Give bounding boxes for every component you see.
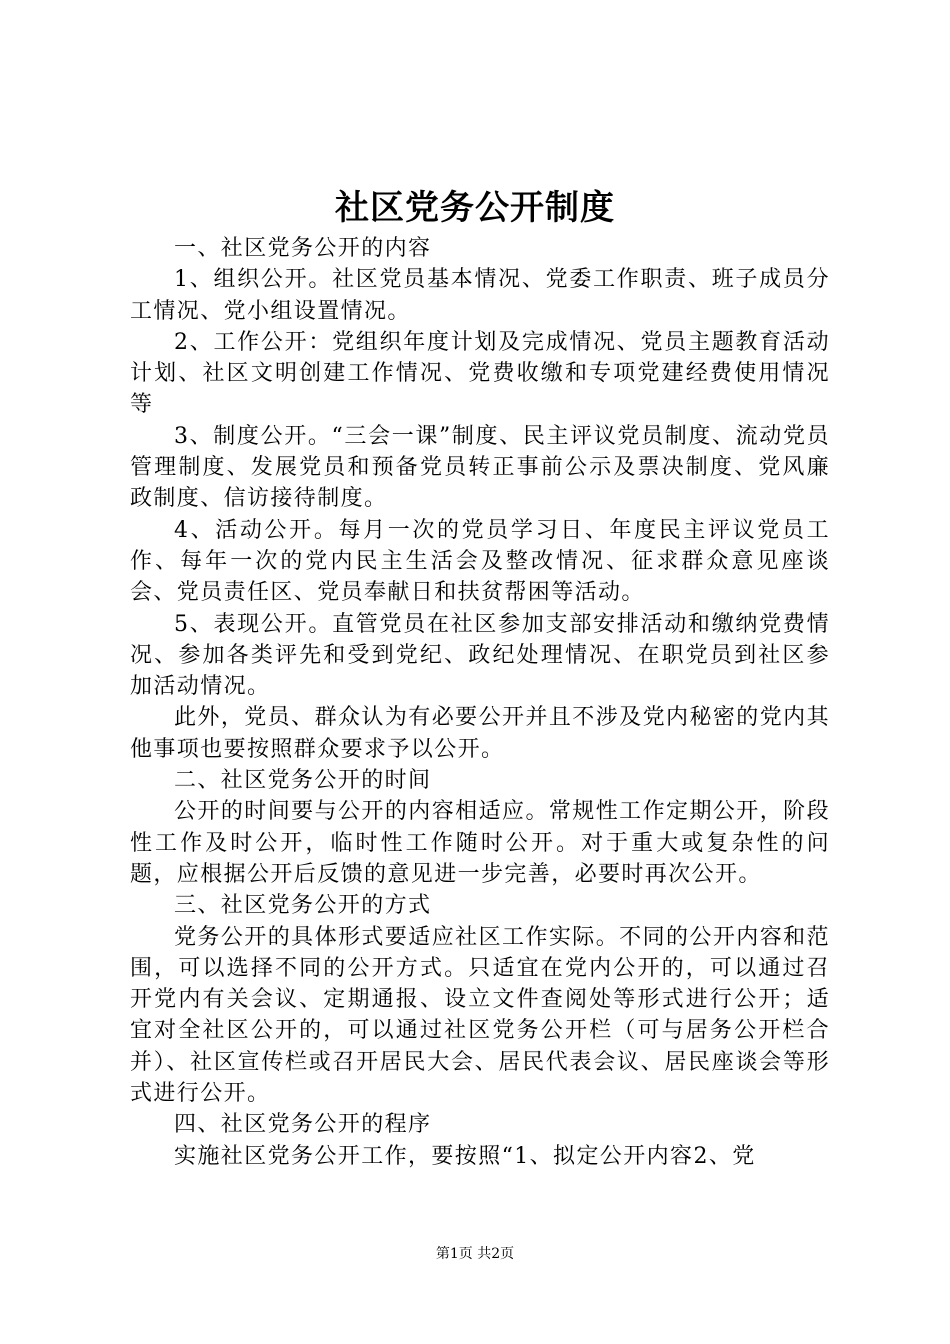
- paragraph: 党务公开的具体形式要适应社区工作实际。不同的公开内容和范围，可以选择不同的公开方式。只适宜在党内公开的，可以通过召开党内有关会议、定期通报、设立文件查阅处等形式进行公开；适宜对全社区公开的，可以通过社区党务公开栏（可与居务公开栏合并）、社区宣传栏或召开居民大会、居民代表会议、居民座谈会等形式进行公开。: [130, 924, 830, 1107]
- page-indicator: 第1页 共2页: [435, 1246, 515, 1262]
- paragraph: 2、工作公开：党组织年度计划及完成情况、党员主题教育活动计划、社区文明创建工作情况、党费收缴和专项党建经费使用情况等: [130, 329, 830, 418]
- paragraph: 3、制度公开。“三会一课”制度、民主评议党员制度、流动党员管理制度、发展党员和预备党员转正事前公示及票决制度、党风廉政制度、信访接待制度。: [130, 423, 830, 512]
- section-heading: 四、社区党务公开的程序: [174, 1112, 432, 1138]
- paragraph: 此外，党员、群众认为有必要公开并且不涉及党内秘密的党内其他事项也要按照群众要求予以公开。: [130, 705, 830, 762]
- document-body: [130, 233, 830, 1172]
- section-heading: 三、社区党务公开的方式: [174, 893, 432, 919]
- paragraph: 1、组织公开。社区党员基本情况、党委工作职责、班子成员分工情况、党小组设置情况。: [130, 267, 830, 324]
- paragraph: 5、表现公开。直管党员在社区参加支部安排活动和缴纳党费情况、参加各类评先和受到党纪、政纪处理情况、在职党员到社区参加活动情况。: [130, 611, 830, 700]
- paragraph: 实施社区党务公开工作，要按照“1、拟定公开内容2、党: [174, 1143, 756, 1169]
- document-title: 社区党务公开制度: [335, 188, 615, 228]
- paragraph: 公开的时间要与公开的内容相适应。常规性工作定期公开，阶段性工作及时公开，临时性工作随时公开。对于重大或复杂性的问题，应根据公开后反馈的意见进一步完善，必要时再次公开。: [130, 799, 830, 887]
- section-heading: 二、社区党务公开的时间: [174, 768, 432, 794]
- paragraph: 4、活动公开。每月一次的党员学习日、年度民主评议党员工作、每年一次的党内民主生活会及整改情况、征求群众意见座谈会、党员责任区、党员奉献日和扶贫帮困等活动。: [130, 517, 830, 606]
- section-heading: 一、社区党务公开的内容: [174, 236, 432, 261]
